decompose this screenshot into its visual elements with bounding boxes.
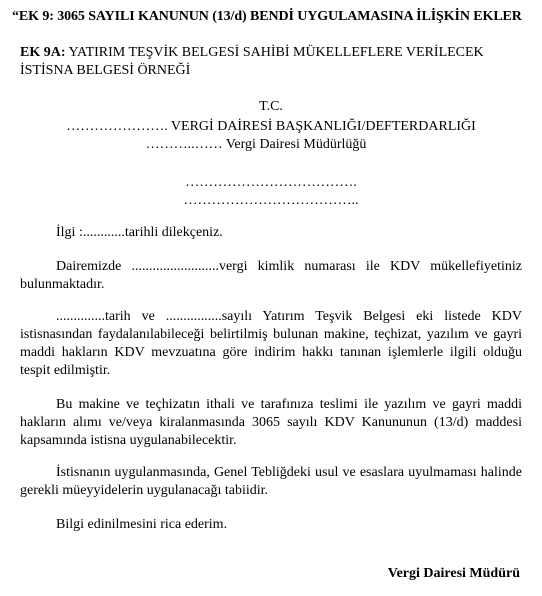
recipient-line-1: ……………………………….	[185, 175, 357, 190]
paragraph-determination: ..............tarih ve ................sayılı Yatırım Teşvik Belgesi eki listede KDV istisnasından faydalanılabileceği belirtilmiş bulunan makine, teçhizat, yazılım ve gayri maddi hakların KDV mevzuatına göre indirim hakkı tanınan işlemlerle ilgili olduğu tespit edilmiştir.	[20, 309, 522, 378]
reference-line: İlgi :............tarihli dilekçeniz.	[56, 225, 223, 240]
recipient-line-2: ………………………………..	[183, 193, 359, 208]
annex-subtitle	[20, 44, 522, 80]
annex-subtitle-text: YATIRIM TEŞVİK BELGESİ SAHİBİ MÜKELLEFLERE VERİLECEK İSTİSNA BELGESİ ÖRNEĞİ	[20, 45, 484, 78]
signature-title: Vergi Dairesi Müdürü	[387, 566, 520, 581]
letterhead-presidency: …………………. VERGİ DAİRESİ BAŞKANLIĞI/DEFTERDARLIĞI	[66, 119, 476, 134]
paragraph-exemption: Bu makine ve teçhizatın ithali ve tarafınıza teslimi ile yazılım ve gayri maddi hakların alımı ve/veya kiralanmasında 3065 sayılı KDV Kanununun (13/d) maddesi kapsamında istisna uygulanabilecektir.	[20, 397, 522, 448]
annex-title: “EK 9: 3065 SAYILI KANUNUN (13/d) BENDİ UYGULAMASINA İLİŞKİN EKLER	[12, 9, 522, 24]
closing-line: Bilgi edinilmesini rica ederim.	[56, 517, 228, 532]
paragraph-registration: Dairemizde .........................vergi kimlik numarası ile KDV mükellefiyetiniz bulunmaktadır.	[20, 259, 522, 292]
letterhead-office: ………..…… Vergi Dairesi Müdürlüğü	[145, 137, 367, 152]
annex-code: EK 9A:	[20, 45, 66, 60]
letterhead-tc: T.C.	[259, 99, 283, 114]
paragraph-sanctions: İstisnanın uygulanmasında, Genel Tebliğdeki usul ve esaslara uyulmaması halinde gerekli müeyyidelerin uygulanacağı tabiidir.	[20, 465, 522, 498]
